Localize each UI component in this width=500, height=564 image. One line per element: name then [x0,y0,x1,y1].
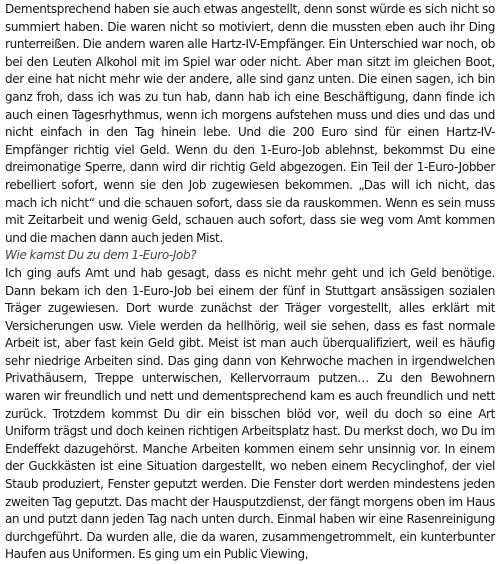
paragraph-body-1: Dementsprechend haben sie auch etwas angestellt, denn sonst würde es sich nicht so summiert haben. Die waren nicht so motiviert, denn die mussten eben auch ihr Ding runterreißen. Die andern waren alle Hartz-IV-Empfänger. Ein Unterschied war noch, ob bei den Leuten Alkohol mit im Spiel war oder nicht. Aber man sitzt im gleichen Boot, der eine hat nicht mehr wie der andere, alle sind ganz unten. Die einen sagen, ich bin ganz froh, dass ich was zu tun hab, dann hab ich eine Beschäftigung, dann finde ich auch einen Tagesrhythmus, wenn ich morgens aufstehen muss und dies und das und nicht einfach in den Tag hinein lebe. Und die 200 Euro sind für einen Hartz-IV-Empfänger richtig viel Geld. Wenn du den 1-Euro-Job ablehnst, bekommst Du eine dreimonatige Sperre, dann wird dir richtig Geld abgezogen. Ein Teil der 1-Euro-Jobber rebelliert sofort, wenn sie den Job zugewiesen bekommen. „Das will ich nicht, das mach ich nicht“ und die schauen sofort, dass sie da rauskommen. Wenn es sein muss mit Zeitarbeit und wenig Geld, schauen auch sofort, dass sie weg vom Amt kommen und die machen dann auch jeden Mist. [5,2,495,245]
paragraph-body-2: Ich ging aufs Amt und hab gesagt, dass es nicht mehr geht und ich Geld benötige. Dann bekam ich den 1-Euro-Job bei einem der fünf in Stuttgart ansässigen sozialen Träger zugewiesen. Dort wurde zunächst der Träger vorgestellt, alles erklärt mit Versicherungen usw. Viele werden da hellhörig, weil sie sehen, dass es fast normale Arbeit ist, aber fast kein Geld gibt. Meist ist man auch überqualifiziert, weil es häufig sehr niedrige Arbeiten sind. Das ging dann von Kehrwoche machen in irgendwelchen Privathäusern, Treppe unterwischen, Kellervorraum putzen… Zu den Bewohnern waren wir freundlich und nett und dementsprechend kam es auch freundlich und nett zurück. Trotzdem kommst Du dir ein bisschen blöd vor, weil du doch so eine Art Uniform trägst und doch keinen richtigen Arbeitsplatz hast. Du merkst doch, wo Du im Endeffekt dazugehörst. Manche Arbeiten kommen einem sehr unsinnig vor. In einem der Guckkästen ist eine Situation dargestellt, wo neben einem Recyclinghof, der viel Staub produziert, Fenster geputzt werden. Die Fenster dort werden mindestens jeden zweiten Tag geputzt. Das macht der Hausputzdienst, der fängt morgens oben im Haus an und putzt dann jeden Tag nach unten durch. Einmal haben wir eine Rasenreinigung durchgeführt. Da wurden alle, die da waren, zusammengetrommelt, ein kunterbunter Haufen aus Uniformen. Es ging um ein Public Viewing, [5,265,495,562]
interview-question: Wie kamst Du zu dem 1-Euro-Job? [5,248,197,263]
